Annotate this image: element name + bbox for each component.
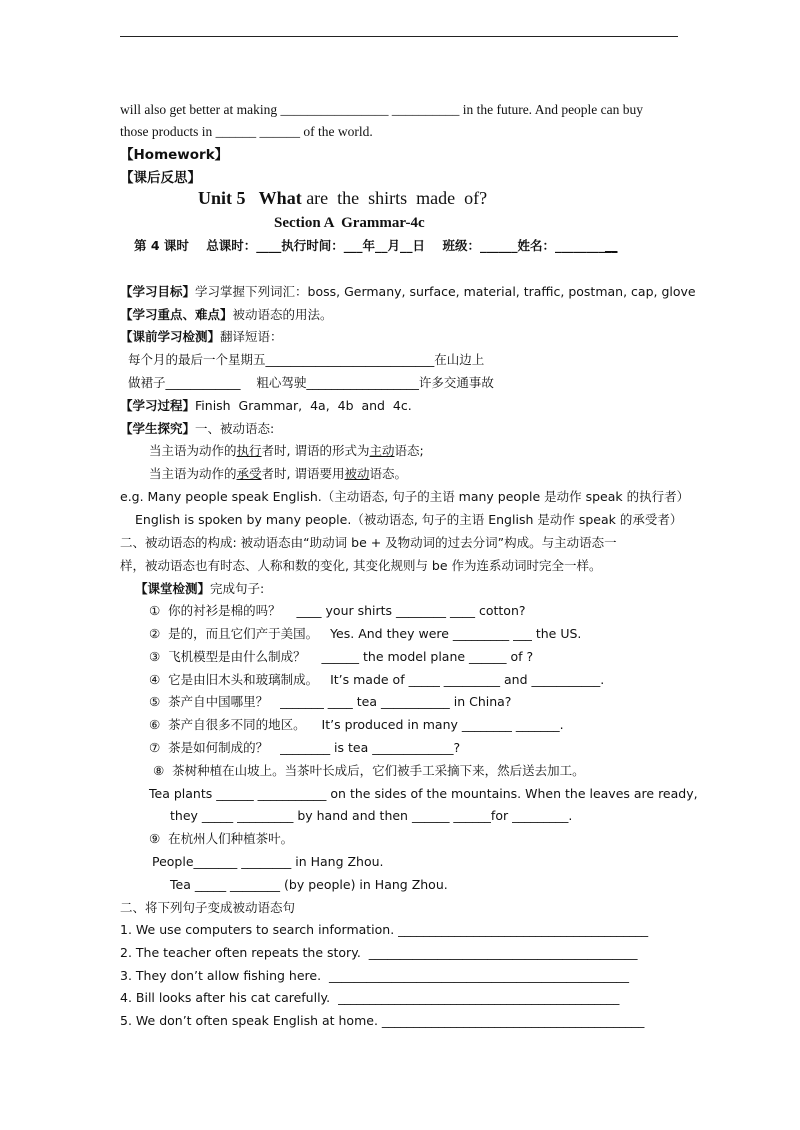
proc-label: 【学习过程】 (120, 398, 196, 413)
lesson-meta (134, 238, 617, 254)
transform-line: 1. We use computers to search information. ________________________________________ (120, 922, 649, 937)
example-line: e.g. Many people speak English.（主动语态, 句子的主语 many people 是动作 speak 的执行者） (120, 489, 690, 504)
reflection-heading: 【课后反思】 (120, 170, 201, 186)
header-rule (120, 36, 678, 37)
exercise-line: People_______ ________ in Hang Zhou. (152, 854, 384, 869)
unit-title-rest: are the shirts made of? (301, 188, 488, 208)
transform-line: 4. Bill looks after his cat carefully. _____________________________________________ (120, 990, 620, 1005)
rule-line (149, 443, 424, 459)
rule-underline: 执行 (236, 443, 262, 458)
exercise-line: they _____ _________ by hand and then ______ ______for _________. (170, 808, 573, 823)
structure-line: 二、被动语态的构成: 被动语态由“助动词 be + 及物动词的过去分词”构成。与主动语态一 (120, 535, 617, 550)
lesson-meta-tail: __ (604, 238, 618, 253)
class-check (135, 581, 264, 597)
explore-text: 一、被动语态: (195, 421, 275, 436)
rule-text: 当主语为动作的 (149, 466, 237, 481)
key-label: 【学习重点、难点】 (120, 307, 233, 322)
transform-line: 5. We don’t often speak English at home. __________________________________________ (120, 1013, 645, 1028)
transform-line: 2. The teacher often repeats the story. ___________________________________________ (120, 945, 638, 960)
exercise-line: ⑦ 茶是如何制成的？ ________ is tea _____________? (149, 740, 461, 755)
exercise-line: ③ 飞机模型是由什么制成？ ______ the model plane ______ of ? (149, 649, 534, 664)
exercise-line: ① 你的衬衫是棉的吗？ ____ your shirts ________ ____ cotton? (149, 603, 526, 618)
student-explore (120, 421, 274, 437)
rule-text: 者时, 谓语的形式为 (261, 443, 370, 458)
pre-class-check (120, 329, 283, 345)
exercise-line: ② 是的，而且它们产于美国。 Yes. And they were _________ ___ the US. (149, 626, 582, 641)
rule-text: 当主语为动作的 (149, 443, 237, 458)
key-points (120, 307, 333, 323)
key-text: 被动语态的用法。 (232, 307, 333, 322)
exercise-line: ④ 它是由旧木头和玻璃制成。 It’s made of _____ _________ and ___________. (149, 672, 605, 687)
section-title: Section A Grammar-4c (274, 215, 425, 231)
explore-label: 【学生探究】 (120, 421, 196, 436)
phrase-line: 做裙子____________ 粗心驾驶__________________许多交通事故 (128, 375, 494, 390)
phrase-line: 每个月的最后一个星期五___________________________在山边上 (128, 352, 485, 367)
text-line: will also get better at making ________________ __________ in the future. And people can buy (120, 102, 644, 117)
class-text: 完成句子: (210, 581, 265, 596)
goal-text: 学习掌握下列词汇：boss, Germany, surface, material, traffic, postman, cap, glove (195, 284, 696, 299)
rule-underline: 承受 (236, 466, 262, 481)
goal-label: 【学习目标】 (120, 284, 196, 299)
rule-underline: 被动 (344, 466, 370, 481)
part-two-heading: 二、将下列句子变成被动语态句 (120, 900, 296, 915)
lesson-meta-text: 第 4 课时 总课时：____执行时间：___年__月__日 班级：______姓名：________ (134, 238, 605, 253)
exercise-line: ⑥ 茶产自很多不同的地区。 It’s produced in many ________ _______. (149, 717, 564, 732)
rule-line (149, 466, 407, 482)
proc-text: Finish Grammar, 4a, 4b and 4c. (195, 398, 412, 413)
homework-heading: 【Homework】 (120, 147, 229, 163)
learning-process (120, 398, 412, 414)
rule-text: 语态; (394, 443, 424, 458)
class-label: 【课堂检测】 (135, 581, 211, 596)
text-line: those products in ______ ______ of the world. (120, 124, 373, 139)
rule-text: 语态。 (369, 466, 408, 481)
exercise-line: ⑧ 茶树种植在山坡上。当茶叶长成后，它们被手工采摘下来，然后送去加工。 (153, 763, 585, 778)
unit-title-main: Unit 5 What (198, 188, 302, 208)
exercise-line: ⑤ 茶产自中国哪里？ _______ ____ tea ___________ in China? (149, 694, 512, 709)
pre-text: 翻译短语： (220, 329, 283, 344)
example-line: English is spoken by many people.（被动语态, 句子的主语 English 是动作 speak 的承受者） (135, 512, 683, 527)
learning-goal (120, 284, 696, 300)
unit-title (198, 190, 487, 206)
exercise-line: Tea plants ______ ___________ on the sides of the mountains. When the leaves are ready, (149, 786, 698, 801)
transform-line: 3. They don’t allow fishing here. ________________________________________________ (120, 968, 630, 983)
pre-label: 【课前学习检测】 (120, 329, 221, 344)
rule-underline: 主动 (369, 443, 395, 458)
rule-text: 者时, 谓语要用 (261, 466, 345, 481)
exercise-line: ⑨ 在杭州人们种植茶叶。 (149, 831, 294, 846)
structure-line: 样，被动语态也有时态、人称和数的变化, 其变化规则与 be 作为连系动词时完全一样。 (120, 558, 602, 573)
exercise-line: Tea _____ ________ (by people) in Hang Zhou. (170, 877, 448, 892)
